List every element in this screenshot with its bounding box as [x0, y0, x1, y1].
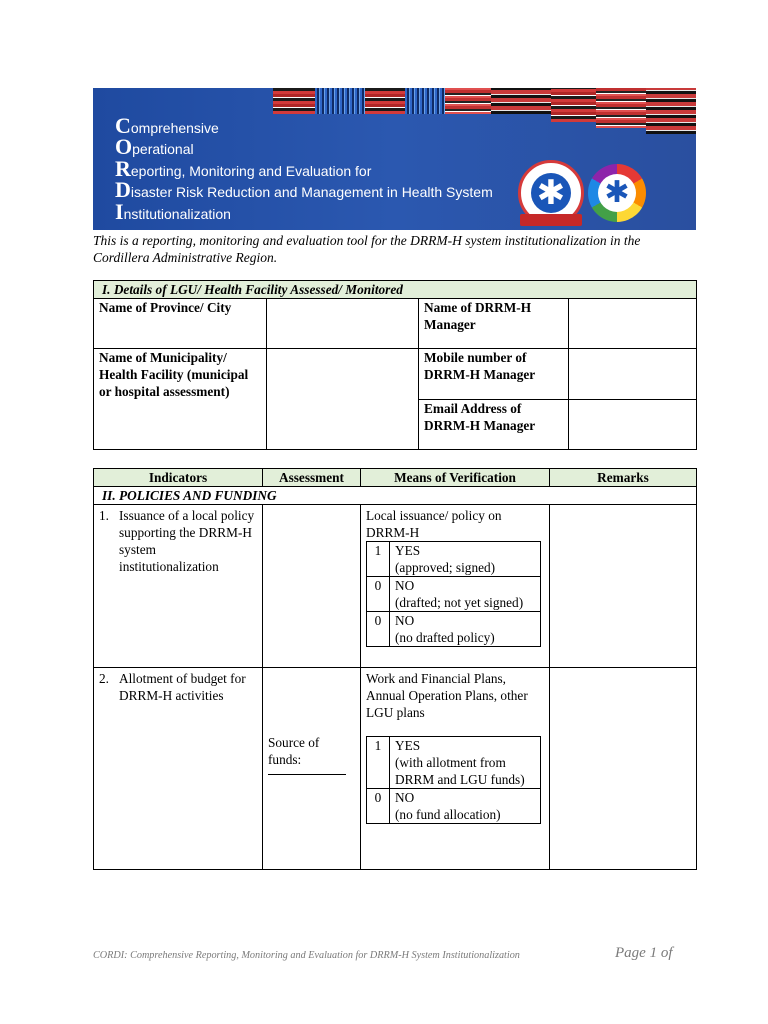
option-label: NO (no drafted policy) [390, 612, 541, 647]
mov-cell [361, 505, 550, 668]
intro-text: This is a reporting, monitoring and evaluation tool for the DRRM-H system institutionalization in the Cordillera Administrative Region. [93, 233, 641, 265]
table-row [94, 668, 697, 870]
assessment-cell[interactable] [263, 668, 361, 870]
banner-title [115, 113, 493, 225]
banner-line: Disaster Risk Reduction and Management in Health System [115, 177, 493, 203]
assessment-cell[interactable] [263, 505, 361, 668]
lgu-details-table [93, 280, 697, 450]
textile-strip [491, 88, 551, 114]
banner-line: Comprehensive [115, 113, 219, 138]
indicator-cell [94, 668, 263, 870]
header-banner [93, 88, 696, 230]
option-label: NO (drafted; not yet signed) [390, 577, 541, 612]
column-header: Indicators [94, 469, 263, 487]
score-options [366, 541, 541, 647]
municipality-label: Name of Municipality/ Health Facility (municipal or hospital assessment) [94, 349, 267, 450]
indicator-number: 2. [99, 671, 109, 686]
column-header: Remarks [550, 469, 697, 487]
option-row[interactable] [367, 612, 541, 647]
indicator-text: Allotment of budget for DRRM-H activities [119, 671, 246, 703]
star-of-life-icon: ✱ [536, 173, 566, 213]
option-score: 1 [367, 737, 390, 789]
textile-strip [315, 88, 365, 114]
textile-strip [273, 88, 315, 114]
manager-value[interactable] [569, 299, 697, 349]
textile-strip [365, 88, 405, 114]
option-score: 1 [367, 542, 390, 577]
mobile-label: Mobile number of DRRM-H Manager [419, 349, 569, 400]
municipality-value[interactable] [267, 349, 419, 450]
seal-ribbon [520, 214, 582, 226]
section-heading: I. Details of LGU/ Health Facility Assessed/ Monitored [94, 281, 697, 299]
banner-line: Operational [115, 134, 194, 160]
textile-strip [405, 88, 445, 114]
option-row[interactable] [367, 737, 541, 789]
option-row[interactable] [367, 542, 541, 577]
province-label: Name of Province/ City [94, 299, 267, 349]
table-row [94, 505, 697, 668]
option-label: YES (with allotment from DRRM and LGU funds) [390, 737, 541, 789]
remarks-cell[interactable] [550, 505, 697, 668]
mov-title: Local issuance/ policy on DRRM-H [366, 508, 502, 540]
remarks-cell[interactable] [550, 668, 697, 870]
indicators-table [93, 468, 697, 870]
column-header: Assessment [263, 469, 361, 487]
indicator-cell [94, 505, 263, 668]
textile-strip [596, 88, 646, 128]
indicator-number: 1. [99, 508, 109, 523]
source-of-funds-label: Source of funds: [268, 735, 320, 767]
email-value[interactable] [569, 400, 697, 450]
email-label: Email Address of DRRM-H Manager [419, 400, 569, 450]
banner-line: Reporting, Monitoring and Evaluation for [115, 155, 372, 181]
mov-cell [361, 668, 550, 870]
column-header: Means of Verification [361, 469, 550, 487]
option-score: 0 [367, 612, 390, 647]
star-of-life-icon: ✱ [604, 175, 630, 210]
option-row[interactable] [367, 789, 541, 824]
option-score: 0 [367, 577, 390, 612]
manager-label: Name of DRRM-H Manager [419, 299, 569, 349]
option-label: NO (no fund allocation) [390, 789, 541, 824]
mobile-value[interactable] [569, 349, 697, 400]
textile-strip [551, 88, 596, 122]
province-value[interactable] [267, 299, 419, 349]
mov-title: Work and Financial Plans, Annual Operation Plans, other LGU plans [366, 671, 528, 720]
option-score: 0 [367, 789, 390, 824]
footer-text: CORDI: Comprehensive Reporting, Monitoring and Evaluation for DRRM-H System Institutionalization [93, 950, 520, 961]
option-row[interactable] [367, 577, 541, 612]
indicator-text: Issuance of a local policy supporting the DRRM-H system institutionalization [119, 508, 255, 574]
option-label: YES (approved; signed) [390, 542, 541, 577]
page-number: Page 1 of [615, 945, 673, 961]
section-heading: II. POLICIES AND FUNDING [94, 487, 697, 505]
source-of-funds-blank[interactable] [268, 768, 346, 775]
textile-strip [445, 88, 491, 114]
health-emergency-logo [588, 164, 646, 222]
banner-line: Institutionalization [115, 198, 231, 224]
score-options [366, 736, 541, 824]
textile-strip [646, 88, 696, 134]
